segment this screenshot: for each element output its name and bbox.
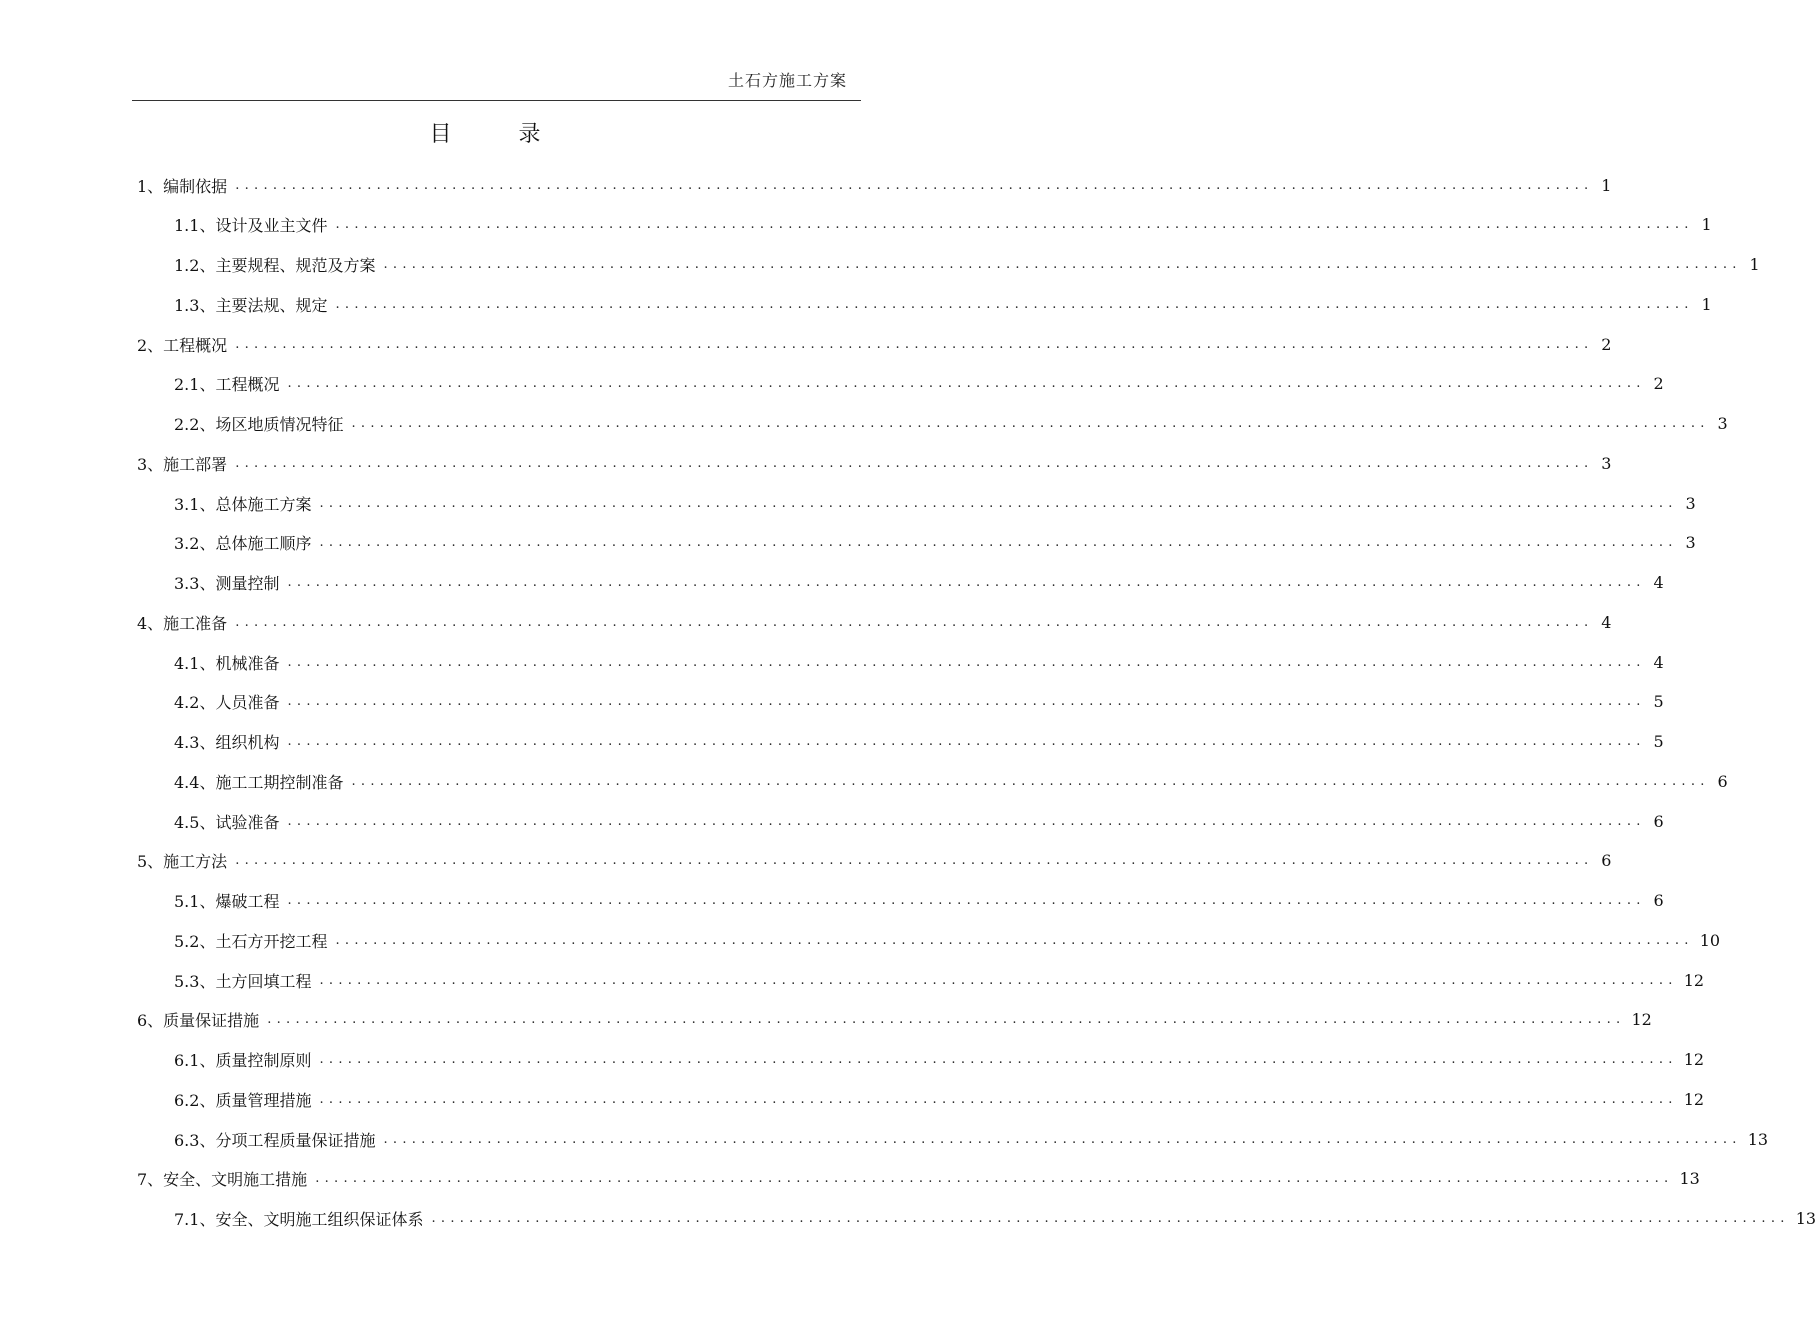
toc-dot-leader: ................................................................................................................................................	[287, 694, 1646, 710]
toc-subsection-link[interactable]	[174, 364, 1664, 404]
toc-entry-title: 1.1、设计及业主文件	[174, 216, 328, 236]
toc-title: 目 录	[429, 122, 571, 147]
toc-subsection-link[interactable]	[174, 960, 1705, 1000]
toc-page-number: 4	[1653, 573, 1664, 592]
toc-dot-leader: ................................................................................................................................................	[351, 416, 1710, 431]
toc-dot-leader: ................................................................................................................................................	[383, 257, 1742, 272]
toc-subsection-link[interactable]	[174, 1199, 1816, 1239]
toc-entry-title: 1、编制依据	[137, 176, 228, 196]
toc-dot-leader: ................................................................................................................................................	[287, 575, 1646, 590]
toc-page-number: 12	[1683, 1089, 1705, 1109]
toc-dot-leader: ................................................................................................................................................	[235, 455, 1594, 471]
toc-dot-leader: ................................................................................................................................................	[351, 773, 1710, 789]
toc-section-link[interactable]	[137, 841, 1612, 881]
toc-entry-title: 4.2、人员准备	[174, 693, 280, 713]
toc-subsection-link[interactable]	[174, 284, 1712, 324]
toc-page-number: 1	[1749, 255, 1760, 274]
toc-page-number: 4	[1601, 612, 1612, 632]
toc-entry-title: 6.3、分项工程质量保证措施	[174, 1130, 376, 1150]
toc-dot-leader: ................................................................................................................................................	[335, 217, 1694, 233]
toc-entry-title: 4.5、试验准备	[174, 812, 280, 832]
toc-page-number: 3	[1685, 533, 1696, 553]
toc-subsection-link[interactable]	[174, 881, 1664, 921]
toc-entry-title: 5.3、土方回填工程	[174, 971, 312, 991]
toc-entry-title: 5.1、爆破工程	[174, 892, 280, 911]
toc-entry-title: 1.2、主要规程、规范及方案	[174, 256, 376, 275]
toc-subsection-link[interactable]	[174, 1119, 1769, 1159]
toc-section-link[interactable]	[137, 165, 1612, 205]
toc-entry-title: 3、施工部署	[137, 454, 228, 474]
toc-entry-title: 5、施工方法	[137, 852, 228, 872]
toc-page-number: 5	[1653, 692, 1664, 712]
toc-entry-title: 2.2、场区地质情况特征	[174, 415, 344, 434]
toc-subsection-link[interactable]	[174, 1079, 1705, 1119]
toc-dot-leader: ................................................................................................................................................	[383, 1131, 1742, 1147]
toc-subsection-link[interactable]	[174, 483, 1696, 523]
toc-entry-title: 4.1、机械准备	[174, 653, 280, 673]
toc-page-number: 13	[1679, 1169, 1700, 1189]
toc-subsection-link[interactable]	[174, 205, 1712, 245]
toc-subsection-link[interactable]	[174, 682, 1664, 722]
toc-entry-title: 1.3、主要法规、规定	[174, 295, 328, 315]
toc-section-link[interactable]	[137, 324, 1612, 364]
toc-entry-title: 6、质量保证措施	[137, 1011, 260, 1031]
toc-section-link[interactable]	[137, 602, 1612, 642]
toc-subsection-link[interactable]	[174, 722, 1664, 762]
toc-page-number: 3	[1685, 493, 1696, 513]
toc-dot-leader: ................................................................................................................................................	[319, 495, 1678, 511]
toc-dot-leader: ................................................................................................................................................	[319, 1052, 1678, 1067]
toc-dot-leader: ................................................................................................................................................	[235, 177, 1594, 193]
toc-subsection-link[interactable]	[174, 1040, 1705, 1080]
toc-entry-title: 5.2、土石方开挖工程	[174, 931, 328, 951]
toc-page-number: 6	[1653, 891, 1664, 910]
toc-subsection-link[interactable]	[174, 523, 1696, 563]
toc-page-number: 12	[1683, 970, 1705, 990]
toc-page-number: 4	[1653, 652, 1664, 672]
toc-dot-leader: ................................................................................................................................................	[287, 734, 1646, 749]
toc-section-link[interactable]	[137, 443, 1612, 483]
toc-page-number: 1	[1701, 215, 1712, 235]
toc-dot-leader: ................................................................................................................................................	[335, 296, 1694, 312]
toc-page-number: 13	[1747, 1129, 1769, 1149]
toc-dot-leader: ................................................................................................................................................	[235, 336, 1594, 352]
toc-dot-leader: ................................................................................................................................................	[287, 654, 1646, 670]
toc-dot-leader: ................................................................................................................................................	[319, 972, 1678, 988]
toc-page-number: 10	[1699, 930, 1721, 950]
toc-entry-title: 7.1、安全、文明施工组织保证体系	[174, 1210, 424, 1229]
toc-entry-title: 2.1、工程概况	[174, 375, 280, 395]
header-rule	[132, 100, 861, 101]
toc-entry-title: 3.1、总体施工方案	[174, 494, 312, 514]
toc-page-number: 1	[1601, 175, 1612, 195]
toc-dot-leader: ................................................................................................................................................	[431, 1211, 1790, 1226]
toc-dot-leader: ................................................................................................................................................	[319, 535, 1678, 551]
toc-dot-leader: ................................................................................................................................................	[235, 853, 1594, 869]
toc-dot-leader: ................................................................................................................................................	[335, 932, 1694, 948]
toc-entry-title: 4.4、施工工期控制准备	[174, 772, 344, 792]
toc-subsection-link[interactable]	[174, 404, 1728, 444]
toc-subsection-link[interactable]	[174, 563, 1664, 603]
toc-page-number: 12	[1683, 1050, 1705, 1069]
toc-dot-leader: ................................................................................................................................................	[287, 813, 1646, 829]
toc-page-number: 3	[1717, 414, 1728, 433]
toc-section-link[interactable]	[137, 1000, 1652, 1040]
toc-subsection-link[interactable]	[174, 245, 1760, 285]
toc-subsection-link[interactable]	[174, 801, 1664, 841]
toc-page-number: 6	[1717, 771, 1728, 791]
toc-entry-title: 7、安全、文明施工措施	[137, 1170, 308, 1190]
toc-subsection-link[interactable]	[174, 642, 1664, 682]
toc-entry-title: 4.3、组织机构	[174, 733, 280, 752]
toc-subsection-link[interactable]	[174, 920, 1721, 960]
toc-dot-leader: ................................................................................................................................................	[235, 614, 1594, 630]
toc-dot-leader: ................................................................................................................................................	[319, 1091, 1678, 1107]
toc-page-number: 13	[1795, 1209, 1816, 1228]
toc-page-number: 3	[1601, 453, 1612, 473]
toc-entry-title: 6.2、质量管理措施	[174, 1090, 312, 1110]
toc-dot-leader: ................................................................................................................................................	[287, 376, 1646, 392]
toc-page-number: 12	[1631, 1010, 1652, 1030]
toc-entry-title: 4、施工准备	[137, 613, 228, 633]
toc-page-number: 6	[1601, 851, 1612, 871]
toc-page-number: 1	[1701, 294, 1712, 314]
toc-dot-leader: ................................................................................................................................................	[315, 1171, 1674, 1187]
toc-entry-title: 3.2、总体施工顺序	[174, 534, 312, 554]
running-header: 土石方施工方案	[727, 71, 847, 90]
toc-page-number: 2	[1653, 374, 1664, 394]
toc-section-link[interactable]	[137, 1159, 1700, 1199]
toc-entry-title: 6.1、质量控制原则	[174, 1051, 312, 1070]
toc-dot-leader: ................................................................................................................................................	[287, 893, 1646, 908]
toc-page-number: 6	[1653, 811, 1664, 831]
toc-subsection-link[interactable]	[174, 761, 1728, 801]
toc-entry-title: 2、工程概况	[137, 335, 228, 355]
toc-page-number: 2	[1601, 334, 1612, 354]
toc-dot-leader: ................................................................................................................................................	[267, 1012, 1626, 1028]
toc-page-number: 5	[1653, 732, 1664, 751]
toc-entry-title: 3.3、测量控制	[174, 574, 280, 593]
